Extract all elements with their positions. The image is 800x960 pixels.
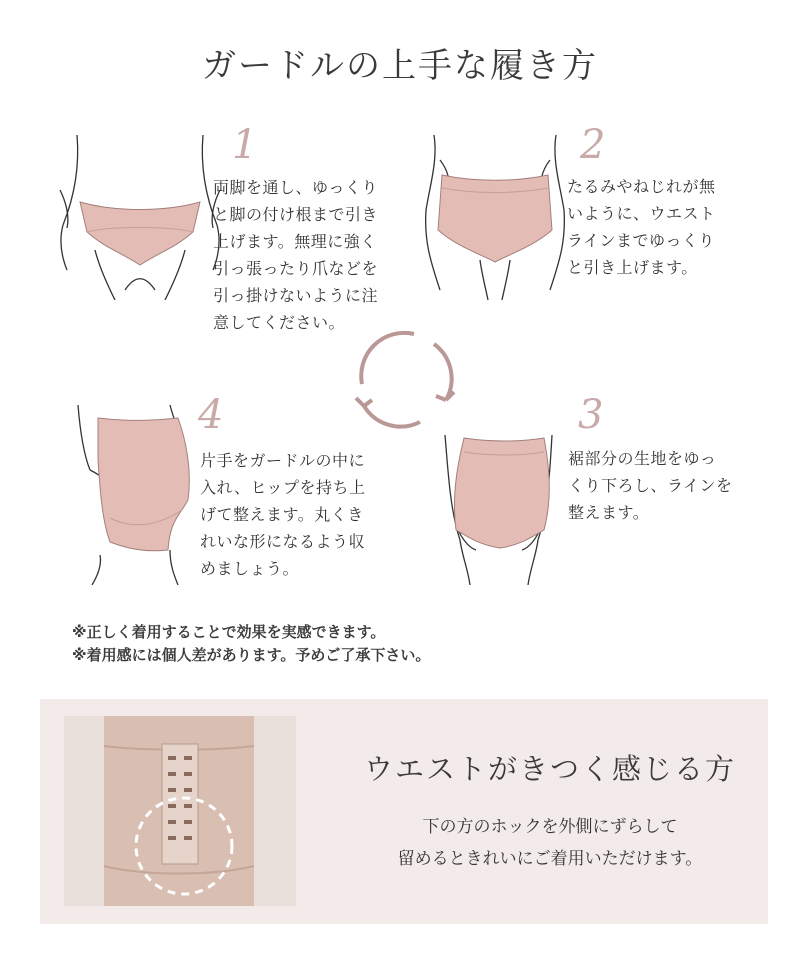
step-3-illustration — [440, 430, 560, 589]
notes — [72, 621, 430, 667]
hook-closeup-photo — [64, 716, 296, 910]
step-2-illustration — [420, 130, 570, 304]
waist-tip-banner — [40, 699, 768, 924]
note-line: ※着用感には個人差があります。予めご了承下さい。 — [72, 646, 431, 664]
page-title: ガードルの上手な履き方 — [202, 46, 598, 86]
step-1-number: 1 — [232, 122, 258, 168]
note-line: ※正しく着用することで効果を実感できます。 — [72, 623, 386, 641]
step-1-text: 両脚を通し、ゆっくり と脚の付け根まで引き 上げます。無理に強く 引っ張ったり爪などを 引っ掛けないように注 意してください。 — [213, 178, 379, 332]
step-2-text: たるみやねじれが無 いように、ウエスト ラインまでゆっくり と引き上げます。 — [567, 177, 716, 277]
step-3-number: 3 — [578, 392, 604, 438]
step-2-number: 2 — [580, 122, 606, 168]
banner-text: 下の方のホックを外側にずらして 留めるときれいにご着用いただけます。 — [397, 817, 703, 869]
step-4-text: 片手をガードルの中に 入れ、ヒップを持ち上 げて整えます。丸くき れいな形になるよう収 めましょう。 — [200, 451, 366, 578]
step-3-text: 裾部分の生地をゆっ くり下ろし、ラインを 整えます。 — [568, 449, 733, 522]
banner-title: ウエストがきつく感じる方 — [363, 752, 736, 786]
step-4-illustration — [70, 400, 200, 589]
step-1-illustration — [55, 130, 225, 304]
step-4-number: 4 — [198, 392, 224, 438]
cycle-arrows-icon — [350, 322, 460, 436]
